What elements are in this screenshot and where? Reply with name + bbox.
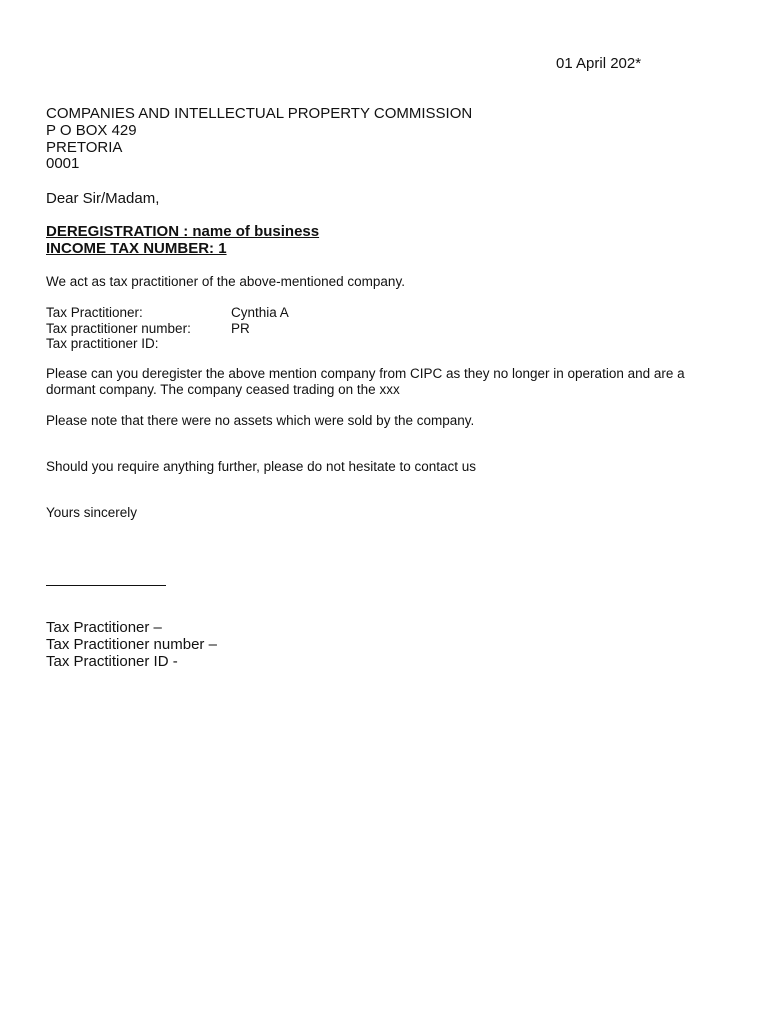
footer-practitioner-id: Tax Practitioner ID - xyxy=(46,653,178,670)
closing: Yours sincerely xyxy=(46,505,138,520)
detail-row xyxy=(46,336,289,352)
signature-line xyxy=(46,585,166,586)
recipient-city: PRETORIA xyxy=(46,138,123,156)
salutation: Dear Sir/Madam, xyxy=(46,190,160,207)
detail-value: PR xyxy=(231,320,250,336)
detail-label: Tax practitioner number: xyxy=(46,320,191,336)
recipient-po-box: P O BOX 429 xyxy=(46,121,137,139)
footer-practitioner-number: Tax Practitioner number – xyxy=(46,636,217,653)
recipient-name: COMPANIES AND INTELLECTUAL PROPERTY COMMISSION xyxy=(46,105,473,122)
recipient-address xyxy=(46,106,472,173)
detail-row xyxy=(46,305,289,321)
subject-line: DEREGISTRATION : name of business xyxy=(46,223,320,240)
signature-block xyxy=(46,619,217,670)
recipient-postal-code: 0001 xyxy=(46,155,80,173)
assets-paragraph: Please note that there were no assets which were sold by the company. xyxy=(46,413,475,428)
detail-value: Cynthia A xyxy=(231,305,289,320)
contact-paragraph: Should you require anything further, please do not hesitate to contact us xyxy=(46,459,477,474)
letter-date: 01 April 202* xyxy=(556,55,642,72)
tax-number-line: INCOME TAX NUMBER: 1 xyxy=(46,239,227,257)
footer-practitioner: Tax Practitioner – xyxy=(46,619,162,636)
intro-paragraph: We act as tax practitioner of the above-mentioned company. xyxy=(46,274,405,289)
deregistration-request-paragraph: Please can you deregister the above mention company from CIPC as they no longer in operation and are a dormant company. The company ceased trading on the xxx xyxy=(46,366,685,397)
detail-row xyxy=(46,321,289,337)
subject-block xyxy=(46,224,319,257)
detail-label: Tax practitioner ID: xyxy=(46,336,159,352)
practitioner-details xyxy=(46,305,289,352)
detail-label: Tax Practitioner: xyxy=(46,305,143,320)
